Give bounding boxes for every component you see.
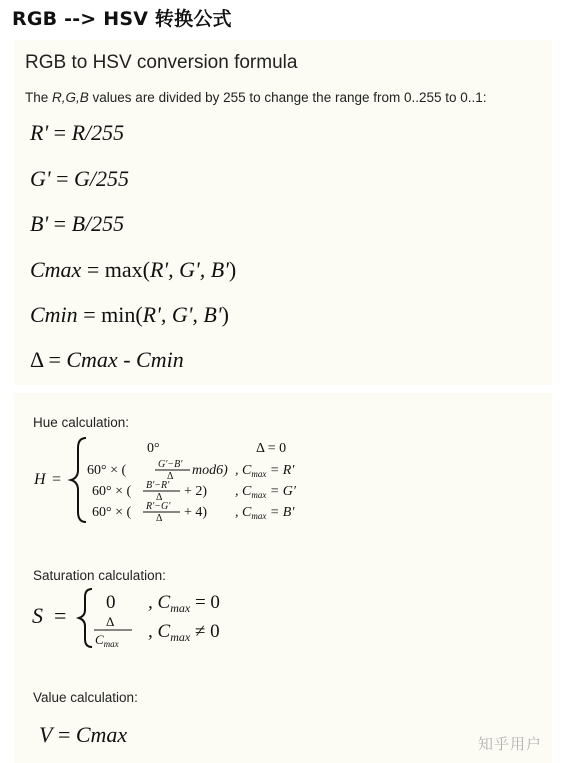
hue-case2-num: B′−R′ xyxy=(146,480,170,491)
hue-case1-cond xyxy=(235,463,295,479)
section-subtitle: RGB to HSV conversion formula xyxy=(25,52,298,73)
hue-case1-cond-rel: = R′ xyxy=(266,463,295,478)
cmin-close: ) xyxy=(221,302,229,327)
hue-case3-cond-rel: = B′ xyxy=(266,505,295,520)
saturation-case1-cond xyxy=(148,592,220,615)
hue-case1-num: G′−B′ xyxy=(158,459,183,470)
hue-case3-suffix: + 4) xyxy=(184,505,208,520)
hue-case1-suffix: mod6) xyxy=(192,463,228,478)
cmin-lhs: Cmin xyxy=(30,302,78,327)
delta-eq: = xyxy=(42,347,67,372)
hue-eq: = xyxy=(52,471,62,488)
cmax-lhs: Cmax xyxy=(30,257,82,282)
hue-label: Hue calculation: xyxy=(33,415,130,430)
cmin-fn: min( xyxy=(101,302,143,327)
saturation-case1-cond-prefix: , C xyxy=(148,592,171,613)
saturation-label: Saturation calculation: xyxy=(33,568,166,583)
saturation-case2-cond xyxy=(148,621,220,644)
hue-case1-prefix: 60° × ( xyxy=(87,463,127,478)
cmin-eq: = xyxy=(77,302,102,327)
saturation-case2-den xyxy=(95,632,119,649)
r-prime-lhs: R' xyxy=(30,120,49,145)
saturation-case2-den-sub: max xyxy=(103,639,119,649)
delta-minus: - xyxy=(117,347,137,372)
hue-case3-cond-prefix: , C xyxy=(235,505,252,520)
value-rhs: Cmax xyxy=(75,722,128,747)
intro-post: values are divided by 255 to change the range from 0..255 to 0..1: xyxy=(88,90,487,105)
intro-text xyxy=(25,90,487,105)
formula-value xyxy=(39,722,127,748)
hue-case3-cond xyxy=(235,505,295,521)
b-prime-rhs: B/255 xyxy=(71,211,125,236)
b-prime-lhs: B' xyxy=(30,211,49,236)
formula-b-prime xyxy=(30,211,124,237)
watermark: 知乎用户 xyxy=(478,735,543,753)
g-prime-eq: = xyxy=(50,166,75,191)
hue-case3-prefix: 60° × ( xyxy=(92,505,132,520)
delta-a: Cmax xyxy=(66,347,118,372)
value-eq: = xyxy=(52,722,76,747)
page-title: RGB --> HSV 转换公式 xyxy=(12,8,232,30)
value-lhs: V xyxy=(39,722,53,747)
cmax-eq: = xyxy=(81,257,105,282)
hue-case2-cond-prefix: , C xyxy=(235,484,252,499)
hue-case2-suffix: + 2) xyxy=(184,484,208,499)
hue-case1-cond-sub: max xyxy=(251,469,267,479)
cmax-args: R', G', B' xyxy=(149,257,229,282)
hue-case0-condition: Δ = 0 xyxy=(256,441,287,456)
hue-case2-prefix: 60° × ( xyxy=(92,484,132,499)
hue-case0-value: 0° xyxy=(147,441,160,456)
value-label: Value calculation: xyxy=(33,690,138,705)
hue-case1-cond-prefix: , C xyxy=(235,463,252,478)
hue-case3-den: Δ xyxy=(156,513,163,524)
intro-vars: R,G,B xyxy=(52,90,89,105)
delta-b: Cmin xyxy=(136,347,184,372)
formula-g-prime xyxy=(30,166,129,192)
hue-brace xyxy=(71,438,86,522)
g-prime-rhs: G/255 xyxy=(74,166,130,191)
hue-case3-cond-sub: max xyxy=(251,511,267,521)
hue-case2-cond-rel: = G′ xyxy=(266,484,296,499)
saturation-case2-num: Δ xyxy=(106,614,115,629)
saturation-case2-cond-prefix: , C xyxy=(148,621,171,642)
saturation-case1-cond-rel: = 0 xyxy=(190,592,220,613)
r-prime-rhs: R/255 xyxy=(71,120,125,145)
hue-case2-cond xyxy=(235,484,297,500)
saturation-case2-den-main: C xyxy=(95,632,104,647)
hue-case3-num: R′−G′ xyxy=(146,501,171,512)
saturation-equation xyxy=(30,586,270,650)
formula-delta xyxy=(30,347,184,373)
saturation-case1-cond-sub: max xyxy=(170,601,191,615)
formula-r-prime xyxy=(30,120,124,146)
saturation-lhs: S xyxy=(32,603,43,628)
hue-case2-den: Δ xyxy=(156,492,163,503)
cmax-close: ) xyxy=(228,257,237,282)
hue-case1-den: Δ xyxy=(167,471,174,482)
saturation-case1-value: 0 xyxy=(106,592,116,613)
hue-lhs: H xyxy=(34,471,46,488)
cmin-args: R', G', B' xyxy=(142,302,222,327)
saturation-case2-cond-rel: ≠ 0 xyxy=(190,621,220,642)
hue-equation xyxy=(30,434,330,526)
saturation-brace xyxy=(79,589,92,647)
delta-lhs: Δ xyxy=(30,347,43,372)
formula-cmax xyxy=(30,257,236,283)
hue-case2-cond-sub: max xyxy=(251,490,267,500)
cmax-fn: max( xyxy=(104,257,150,282)
r-prime-eq: = xyxy=(48,120,72,145)
intro-pre: The xyxy=(25,90,53,105)
b-prime-eq: = xyxy=(48,211,72,236)
saturation-eq: = xyxy=(54,603,67,628)
g-prime-lhs: G' xyxy=(30,166,51,191)
formula-cmin xyxy=(30,302,229,328)
saturation-case2-cond-sub: max xyxy=(170,630,191,644)
